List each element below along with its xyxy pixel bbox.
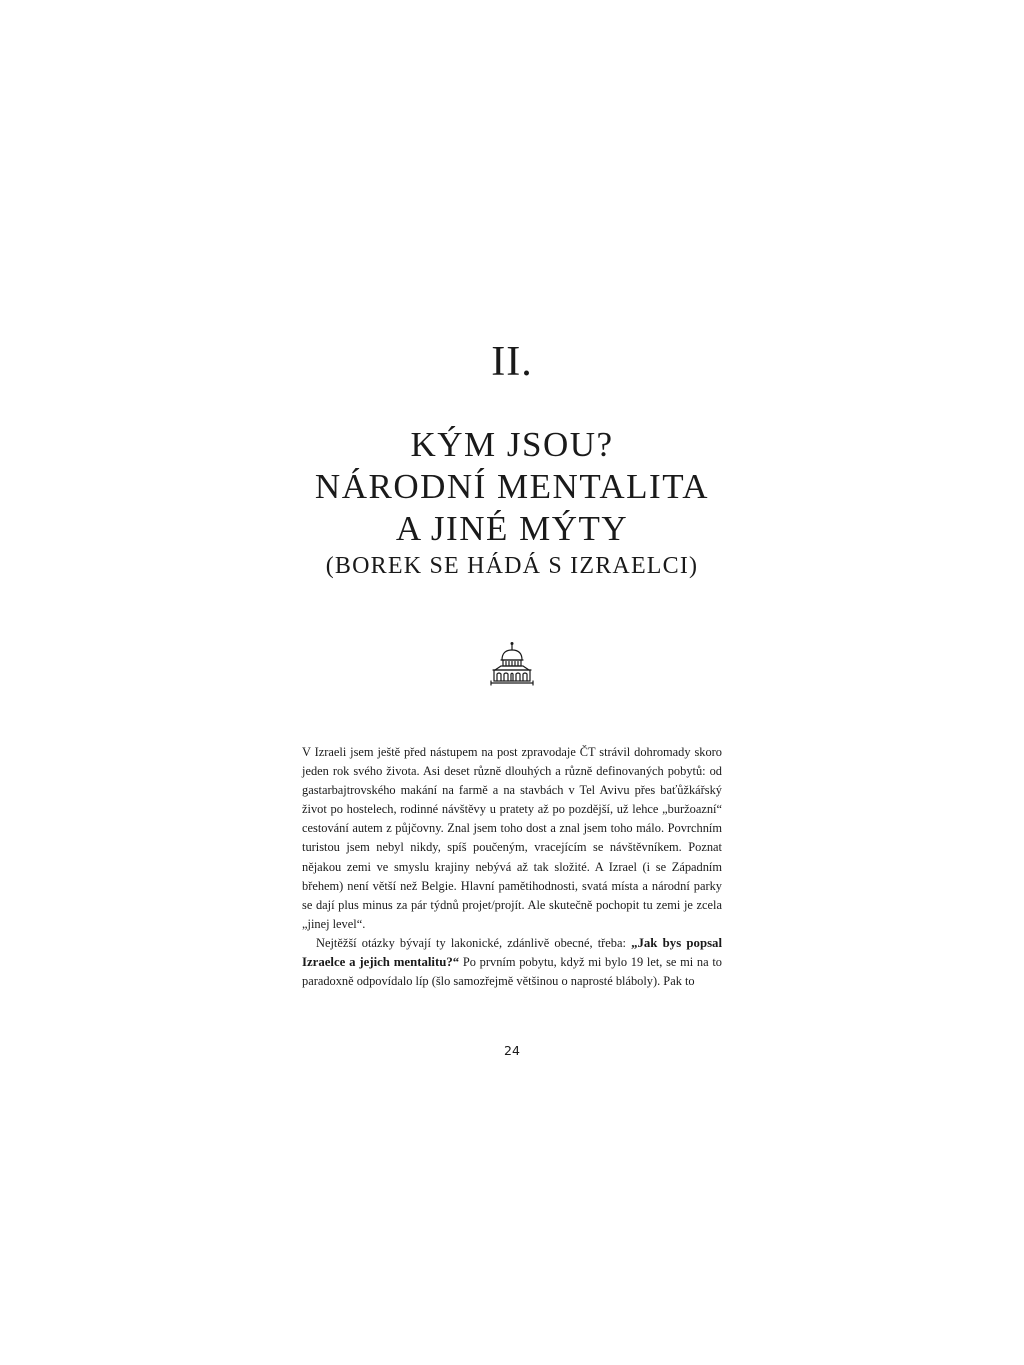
paragraph-text: Nejtěžší otázky bývají ty lakonické, zdánlivě obecné, třeba: <box>316 935 632 950</box>
bold-question: „Jak bys popsal Izraelce a jejich mentalitu?“ <box>302 935 722 970</box>
chapter-title-line: A JINÉ MÝTY <box>395 509 629 548</box>
paragraph <box>302 934 722 991</box>
body-text <box>302 743 722 991</box>
chapter-title <box>0 424 1024 550</box>
page-number: 24 <box>504 1043 520 1058</box>
dome-of-the-rock-icon <box>489 641 535 687</box>
chapter-number: II. <box>491 339 533 385</box>
chapter-subtitle: (BOREK SE HÁDÁ S IZRAELCI) <box>325 553 699 579</box>
paragraph-text: Po prvním pobytu, když mi bylo 19 let, se mi na to paradoxně odpovídalo líp (šlo samozřejmě většinou o naprosté bláboly). Pak to <box>302 955 722 989</box>
chapter-title-line: KÝM JSOU? <box>410 425 614 464</box>
paragraph: V Izraeli jsem ještě před nástupem na post zpravodaje ČT strávil dohromady skoro jeden rok svého života. Asi deset různě dlouhých a různě definovaných pobytů: od gastarbajtrovského makání na farmě a na stavbách v Tel Avivu přes baťůžkářský život po hostelech, rodinné návštěvy u pratety až po pozdější, už lehce „buržoazní“ cestování autem z půjčovny. Znal jsem toho dost a znal jsem toho málo. Povrchním turistou jsem nebyl nikdy, spíš poučeným, vracejícím se návštěvníkem. Poznat nějakou zemi ve smyslu krajiny nebývá až tak složité. A Izrael (i se Západním břehem) není větší než Belgie. Hlavní pamětihodnosti, svatá místa a národní parky se dají plus minus za pár týdnů projet/projít. Ale skutečně pochopit tu zemi je zcela „jinej level“. <box>302 745 722 931</box>
chapter-title-line: NÁRODNÍ MENTALITA <box>314 467 710 506</box>
